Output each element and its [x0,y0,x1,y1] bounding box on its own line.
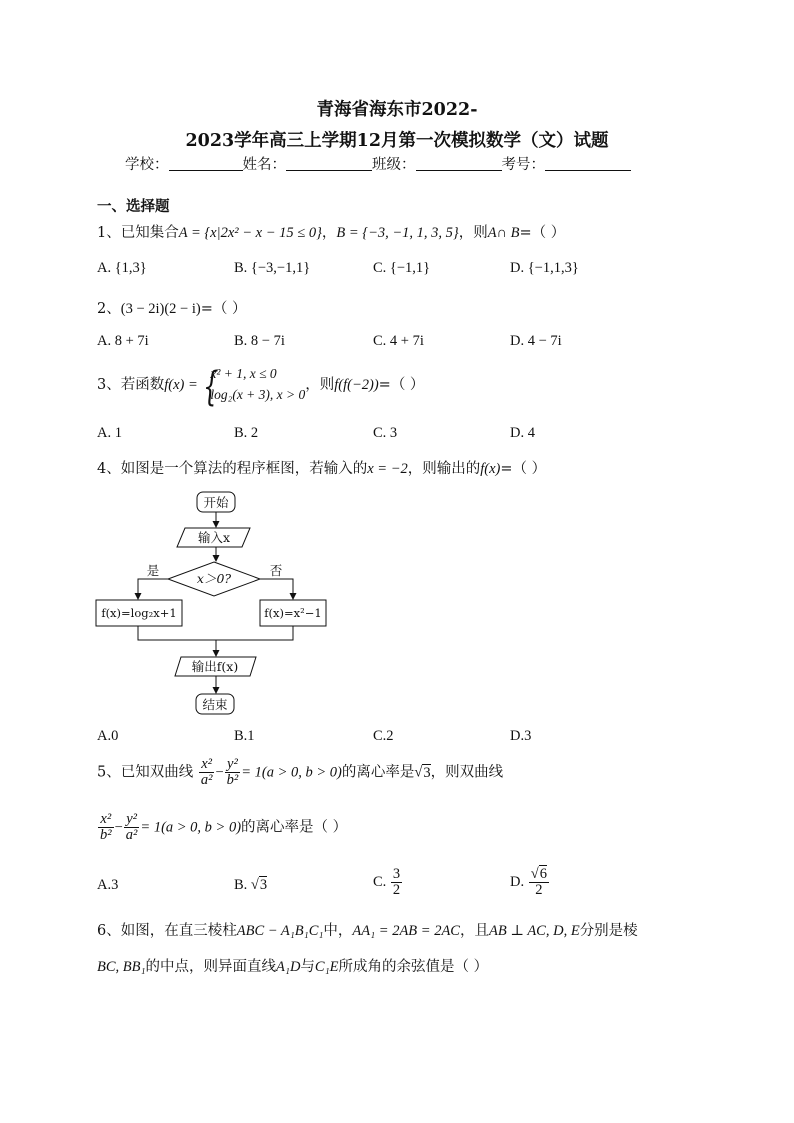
answer-bracket: =（ ） [519,225,566,241]
paper-title-line1: 青海省海东市2022- [316,100,478,120]
name-blank[interactable] [286,156,372,171]
math-fraction [199,757,215,788]
q1-option-b[interactable]: B. {−3,−1,1} [234,260,311,276]
option-label: B. [234,877,248,893]
math-condition: = 1(a > 0, b > 0) [140,819,242,836]
question-3 [97,364,424,406]
sqrt-radicand: 3 [259,877,268,893]
q5-option-b[interactable]: B. √3 [234,877,268,893]
question-6-line2 [97,955,488,976]
q2-option-c[interactable]: C. 4 + 7i [373,333,424,349]
math-edges: BC, BB₁ [97,959,146,975]
fraction-denominator: a² [125,827,138,844]
math-expression: f(f(−2)) [334,376,379,393]
question-2 [97,297,246,318]
q3-option-d[interactable]: D. 4 [510,425,535,441]
question-text: 的离心率是 [341,764,415,781]
answer-bracket: =（ ） [500,461,547,477]
question-number: 2、 [97,301,121,317]
fraction-denominator: b² [226,772,239,789]
question-4 [97,457,546,478]
question-number: 1、 [97,225,121,241]
question-text: 已知集合 [120,225,179,241]
fraction-denominator: b² [100,827,112,844]
question-text: ，且 [459,923,489,939]
q4-option-a[interactable]: A.0 [97,728,119,744]
math-fraction [225,757,241,788]
option-label: D. [510,874,525,891]
question-number: 5、 [97,764,121,781]
question-text: ，则双曲线 [430,764,504,781]
question-number: 3、 [97,376,121,393]
math-condition: = 1(a > 0, b > 0) [241,764,342,781]
question-number: 4、 [97,461,121,477]
sqrt-expression: √3 [414,764,431,781]
flowchart-condition-label: x＞0? [196,571,232,586]
question-6-line1 [97,919,638,940]
math-function: f(x) = [164,376,198,393]
separator: ， [321,225,337,241]
question-text: 的中点，则异面直线 [145,959,277,975]
sqrt-radicand: 3 [423,764,431,781]
piecewise-case-2: log₂(x + 3), x > 0 [210,386,306,402]
q1-option-c[interactable]: C. {−1,1} [373,260,431,276]
flowchart-right-label: f(x)=x²−1 [264,606,322,620]
math-fraction [98,812,114,843]
q4-option-b[interactable]: B.1 [234,728,255,744]
q3-option-a[interactable]: A. 1 [97,425,122,441]
math-line-2: C₁E [314,959,339,975]
class-label: 班级： [372,157,416,173]
question-number: 6、 [97,923,121,939]
flowchart-left-label: f(x)=log₂x+1 [101,606,177,620]
q5-option-a[interactable]: A.3 [97,877,119,893]
q5-option-c[interactable] [373,867,403,898]
question-text: ，则 [305,376,335,393]
fraction-numerator: √6 [530,866,547,882]
math-input-value: x = −2 [367,461,408,477]
q4-option-d[interactable]: D.3 [510,728,532,744]
school-blank[interactable] [169,156,243,171]
answer-bracket: =（ ） [378,376,425,393]
math-fraction [124,812,140,843]
answer-bracket: =（ ） [200,301,247,317]
school-label: 学校： [125,157,169,173]
flowchart-output-label: 输出f(x) [191,659,239,674]
math-set-b: B = {−3, −1, 1, 3, 5} [336,225,459,241]
q1-option-d[interactable]: D. {−1,1,3} [510,260,579,276]
name-label: 姓名： [242,157,286,173]
q2-option-b[interactable]: B. 8 − 7i [234,333,285,349]
q4-option-c[interactable]: C.2 [373,728,394,744]
q1-option-a[interactable]: A. {1,3} [97,260,147,276]
fraction-denominator: 2 [535,882,543,899]
question-text: 已知双曲线 [120,764,194,781]
piecewise-case-1: { x² + 1, x ≤ 0 [210,366,277,381]
paper-title-line2: 2023学年高三上学期12月第一次模拟数学（文）试题 [185,131,609,151]
question-text: ，则 [458,225,488,241]
student-info [125,153,631,174]
math-expression: A∩ B [487,225,520,241]
flowchart [90,488,340,720]
q3-option-b[interactable]: B. 2 [234,425,259,441]
sqrt-radicand: 6 [539,866,547,882]
number-label: 考号： [501,157,545,173]
question-1 [97,221,565,242]
piecewise-function [202,364,305,406]
fraction-numerator: y² [124,812,140,828]
math-line-1: A₁D [276,959,301,975]
question-text: 中， [323,923,353,939]
question-text: 如图，在直三棱柱 [120,923,237,939]
class-blank[interactable] [416,156,502,171]
math-condition: AA₁ = 2AB = 2AC [352,923,460,939]
question-text: 与 [300,959,315,975]
flowchart-yes-label: 是 [146,563,160,578]
fraction-denominator: a² [200,772,213,789]
question-text: 的离心率是（ ） [241,819,348,836]
question-text: 分别是棱 [579,923,638,939]
math-expression: (3 − 2i)(2 − i) [120,301,201,317]
math-fraction [391,867,402,898]
math-set-a: A = {x|2x² − x − 15 ≤ 0} [178,225,322,241]
question-5-line2 [97,812,347,843]
question-text: 若函数 [120,376,165,393]
math-fraction [529,867,549,898]
q2-option-d[interactable]: D. 4 − 7i [510,333,562,349]
fraction-numerator: y² [225,757,241,773]
option-label: C. [373,874,387,891]
number-blank[interactable] [545,156,631,171]
fraction-numerator: 3 [392,866,401,882]
question-text: 如图是一个算法的程序框图，若输入的 [120,461,368,477]
math-function: f(x) [480,461,501,477]
flowchart-no-label: 否 [269,563,283,578]
fraction-denominator: 2 [392,882,401,899]
flowchart-input-label: 输入x [197,530,231,545]
question-5-line1 [97,757,503,788]
question-text: 所成角的余弦值是（ ） [338,959,489,975]
q2-option-a[interactable]: A. 8 + 7i [97,333,149,349]
q5-option-d[interactable] [510,867,550,898]
q3-option-c[interactable]: C. 3 [373,425,398,441]
flowchart-end-label: 结束 [202,697,228,712]
fraction-numerator: x² [199,757,215,773]
math-operator: − [215,764,224,781]
math-operator: − [114,819,123,836]
fraction-numerator: x² [98,812,114,828]
flowchart-start-label: 开始 [203,495,229,510]
section-heading: 一、选择题 [97,198,170,215]
math-condition: AB ⊥ AC, D, E [488,923,580,939]
math-prism: ABC − A₁B₁C₁ [236,923,324,939]
question-text: ，则输出的 [407,461,481,477]
